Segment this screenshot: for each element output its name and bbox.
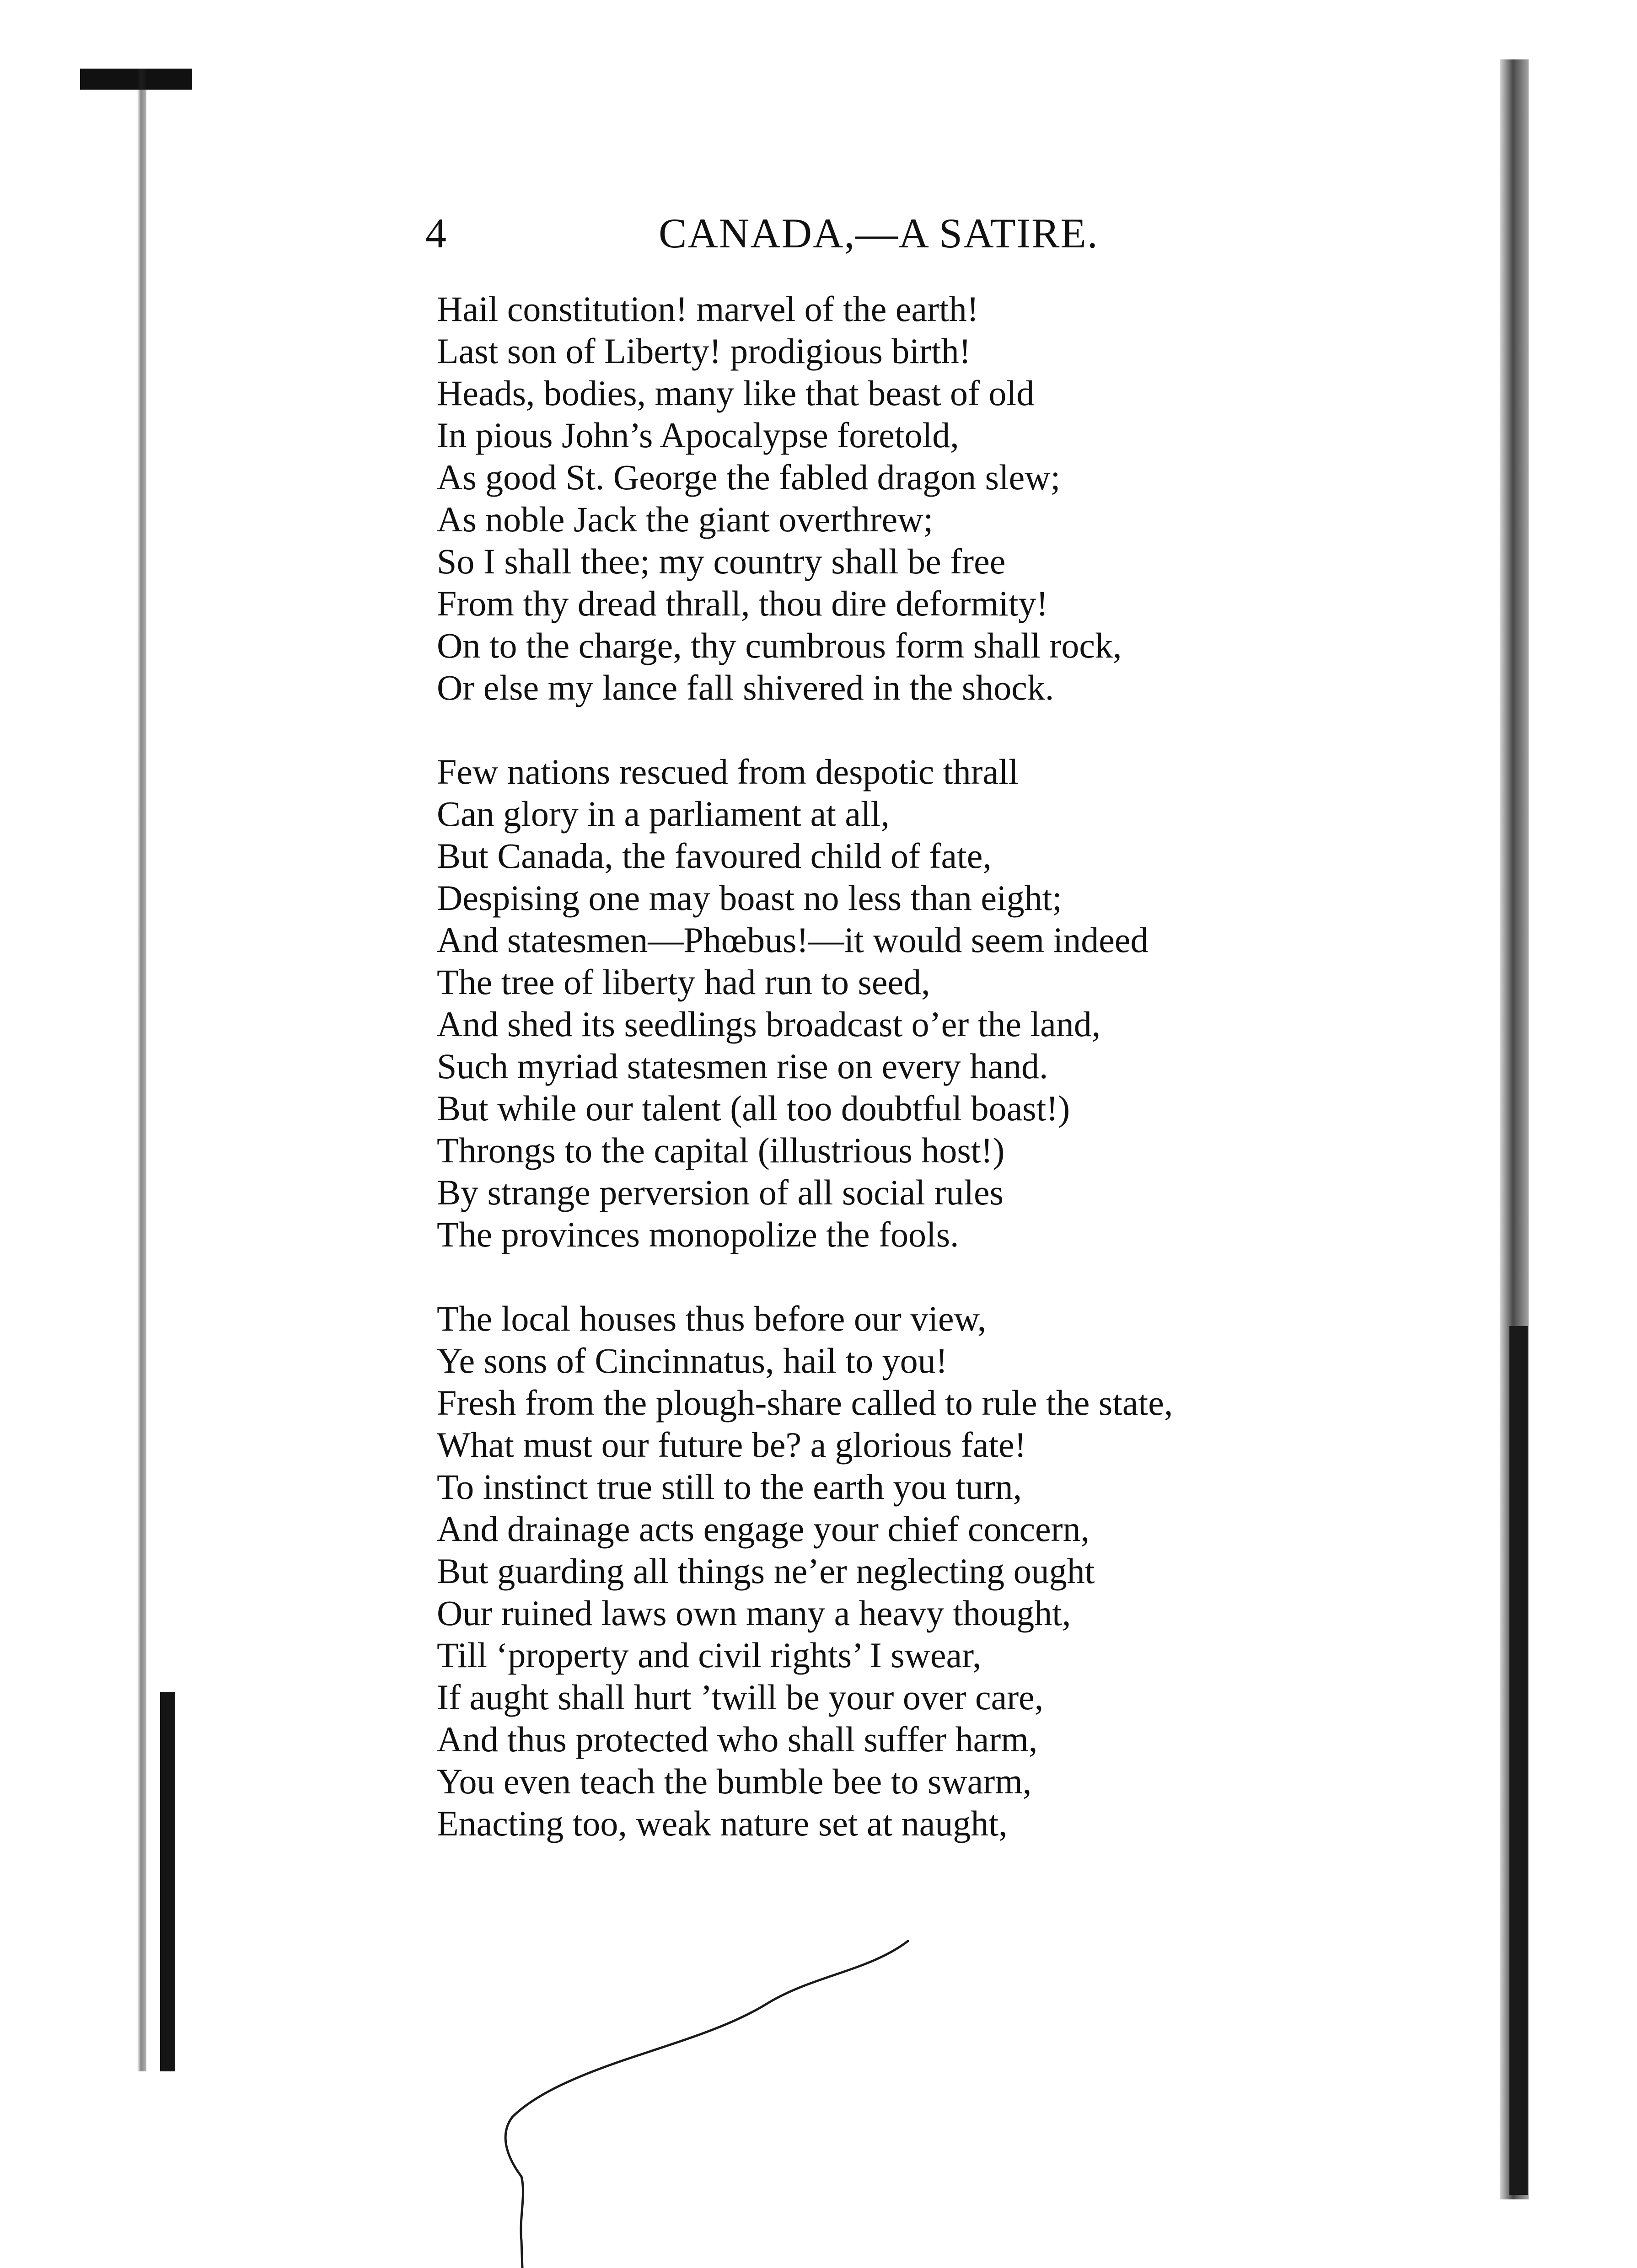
- poem-line: Last son of Liberty! prodigious birth!: [437, 331, 971, 371]
- binding-edge-top-left: [80, 69, 192, 90]
- stanza: [437, 751, 1466, 1256]
- poem-line: By strange perversion of all social rules: [437, 1172, 1004, 1212]
- poem-line: The local houses thus before our view,: [437, 1299, 987, 1338]
- binding-edge-bottom-left: [160, 1692, 175, 2071]
- poem-line: And thus protected who shall suffer harm,: [437, 1719, 1038, 1759]
- poem-line: You even teach the bumble bee to swarm,: [437, 1761, 1032, 1801]
- poem-line: Ye sons of Cincinnatus, hail to you!: [437, 1341, 948, 1380]
- poem-line: But while our talent (all too doubtful boast!): [437, 1088, 1070, 1128]
- poem-line: Till ‘property and civil rights’ I swear,: [437, 1635, 982, 1675]
- poem-line: The provinces monopolize the fools.: [437, 1214, 959, 1254]
- poem-line: Enacting too, weak nature set at naught,: [437, 1803, 1008, 1843]
- poem-line: Despising one may boast no less than eight;: [437, 878, 1062, 918]
- running-title: CANADA,—A SATIRE.: [659, 210, 1099, 257]
- poem-line: But Canada, the favoured child of fate,: [437, 836, 992, 876]
- poem-line: And statesmen—Phœbus!—it would seem indeed: [437, 920, 1149, 960]
- poem-line: Few nations rescued from despotic thrall: [437, 752, 1019, 792]
- poem-line: So I shall thee; my country shall be free: [437, 541, 1006, 581]
- poem-line: As good St. George the fabled dragon slew;: [437, 457, 1061, 497]
- poem-line: And shed its seedlings broadcast o’er the land,: [437, 1004, 1101, 1044]
- poem-line: But guarding all things ne’er neglecting ought: [437, 1551, 1095, 1591]
- poem-line: What must our future be? a glorious fate!: [437, 1425, 1026, 1465]
- poem-line: Such myriad statesmen rise on every hand.: [437, 1046, 1048, 1086]
- poem-line: Our ruined laws own many a heavy thought,: [437, 1593, 1071, 1633]
- poem-line: In pious John’s Apocalypse foretold,: [437, 415, 959, 455]
- poem-line: Or else my lance fall shivered in the shock.: [437, 668, 1054, 707]
- poem-line: Can glory in a parliament at all,: [437, 794, 890, 834]
- pen-flourish-mark: [494, 1920, 915, 2268]
- poem-body: [437, 288, 1466, 1845]
- stanza: [437, 288, 1466, 709]
- poem-line: To instinct true still to the earth you turn,: [437, 1467, 1022, 1507]
- page-number: 4: [425, 210, 446, 257]
- poem-line: And drainage acts engage your chief concern,: [437, 1509, 1090, 1549]
- poem-line: From thy dread thrall, thou dire deformity!: [437, 583, 1048, 623]
- poem-line: Throngs to the capital (illustrious host!): [437, 1130, 1005, 1170]
- stanza: [437, 1298, 1466, 1845]
- binding-edge-right-dark: [1509, 1326, 1528, 2195]
- poem-line: On to the charge, thy cumbrous form shall rock,: [437, 626, 1122, 665]
- poem-line: Hail constitution! marvel of the earth!: [437, 289, 979, 329]
- poem-line: If aught shall hurt ’twill be your over care,: [437, 1677, 1044, 1717]
- page-header: [425, 203, 1432, 263]
- poem-line: As noble Jack the giant overthrew;: [437, 499, 934, 539]
- binding-edge-left: [137, 69, 146, 2071]
- poem-line: Heads, bodies, many like that beast of old: [437, 373, 1035, 413]
- poem-line: The tree of liberty had run to seed,: [437, 962, 930, 1002]
- poem-line: Fresh from the plough-share called to rule the state,: [437, 1383, 1173, 1423]
